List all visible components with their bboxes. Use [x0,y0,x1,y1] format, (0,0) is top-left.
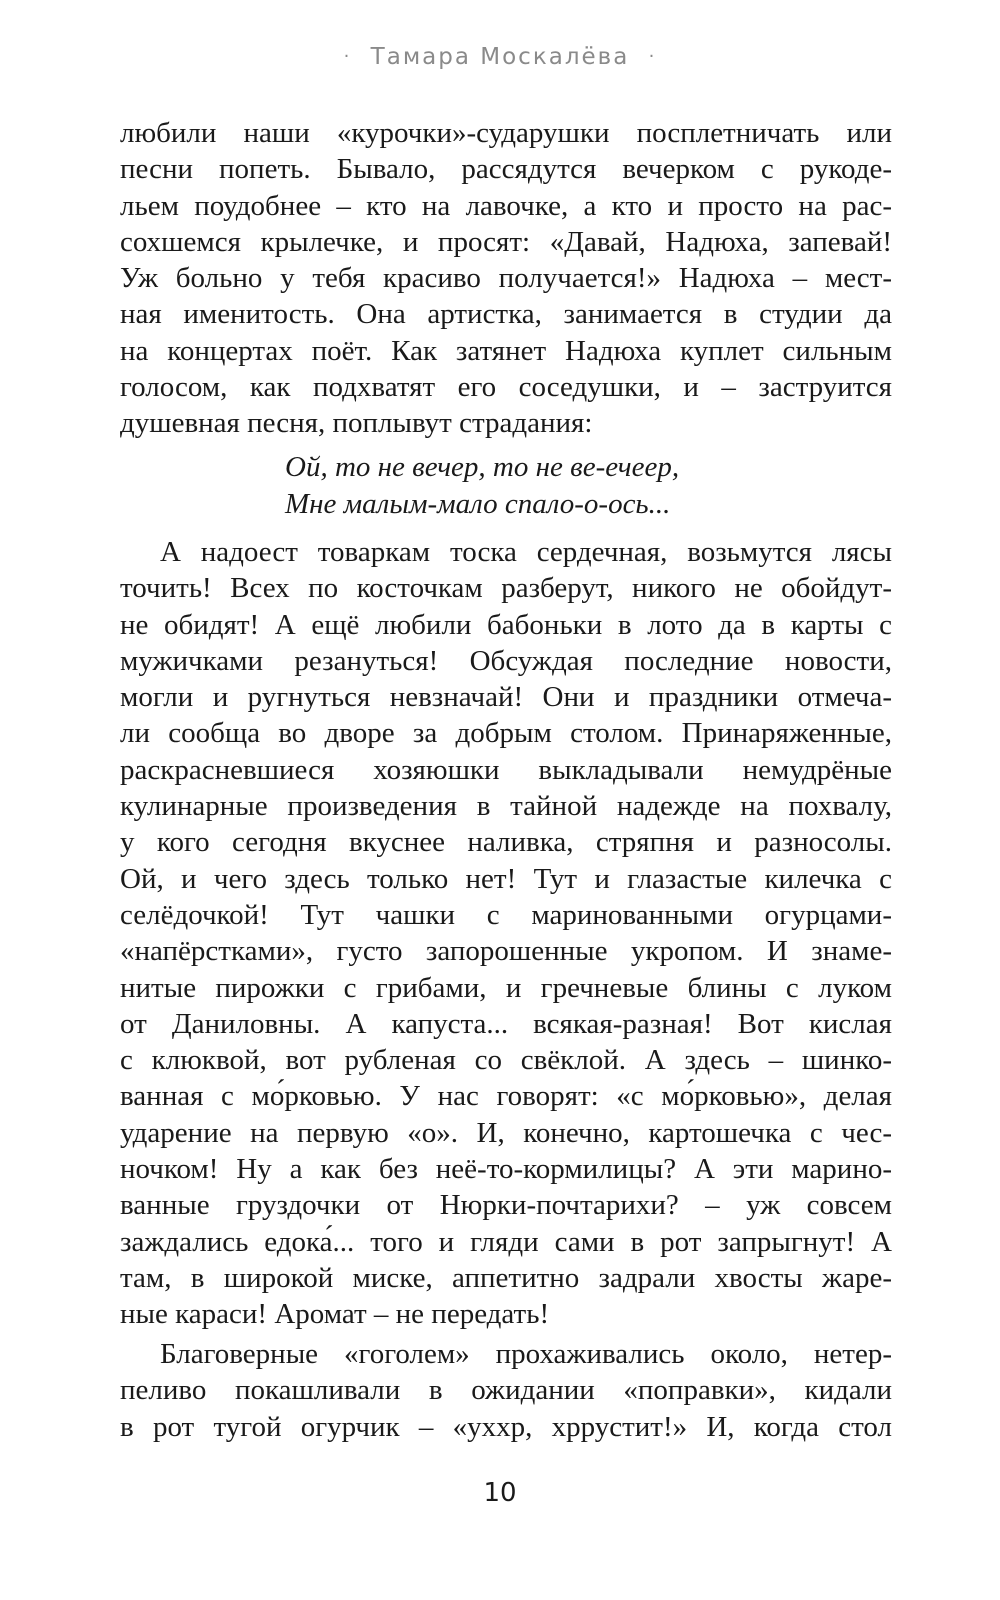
paragraph-1 [120,115,892,442]
text-line: голосом, как подхватят его соседушки, и – заструится [120,371,892,404]
ornament-left: · [343,46,352,67]
text-line: пеливо покашливали в ожидании «поправки», кидали [120,1374,892,1407]
song-verse [285,449,679,522]
page-number: 10 [483,1478,517,1508]
text-line: Благоверные «гоголем» прохаживались около, нетер- [160,1338,892,1370]
text-line: ночком! Ну а как без неё-то-кормилицы? А эти марино- [120,1153,892,1186]
text-line: А надоест товаркам тоска сердечная, возьмутся лясы [160,536,892,568]
text-line: Ой, и чего здесь только нет! Тут и глазастые килечка с [120,862,892,895]
verse-line: Ой, то не вечер, то не ве-ечеер, [285,451,680,483]
text-line: кулинарные произведения в тайной надежде на похвалу, [120,790,892,823]
running-head [0,44,1000,70]
paragraph-3 [120,1336,892,1445]
text-line: ванные груздочки от Нюрки-почтарихи? – уж совсем [120,1189,892,1222]
text-line: льем поудобнее – кто на лавочке, а кто и просто на рас- [120,189,892,222]
text-line: ная именитость. Она артистка, занимается в студии да [120,298,892,331]
author-name: Тамара Москалёва [370,44,630,70]
text-line: песни попеть. Бывало, рассядутся вечерком с рукоде- [120,153,892,186]
text-line: «напёрстками», густо запорошенные укропом. И знаме- [120,935,892,968]
text-line: на концертах поёт. Как затянет Надюха куплет сильным [120,334,892,367]
text-line: ли сообща во дворе за добрым столом. Принаряженные, [120,717,892,750]
text-line: мужичками резануться! Обсуждая последние новости, [120,644,892,677]
text-line: с клюквой, вот рубленая со свёклой. А здесь – шинко- [120,1044,892,1077]
text-line: могли и ругнуться невзначай! Они и праздники отмеча- [120,681,892,714]
text-line: любили наши «курочки»-сударушки посплетничать или [120,117,892,149]
text-line: сохшемся крылечке, и просят: «Давай, Надюха, запевай! [120,225,892,258]
text-line: раскрасневшиеся хозяюшки выкладывали немудрёные [120,753,892,786]
verse-line: Мне малым-мало спало-о-ось... [285,487,671,520]
text-line: заждались едока́... того и гляди сами в рот запрыгнут! А [120,1225,892,1258]
text-line: ванная с мо́рковью. У нас говорят: «с мо́рковью», делая [120,1080,892,1113]
text-line: не обидят! А ещё любили бабоньки в лото да в карты с [120,608,892,641]
text-line: нитые пирожки с грибами, и гречневые блины с луком [120,971,892,1004]
paragraph-2 [120,534,892,1333]
text-line: селёдочкой! Тут чашки с маринованными огурцами- [120,898,892,931]
text-line: ударение на первую «о». И, конечно, картошечка с чес- [120,1116,892,1149]
text-line: Уж больно у тебя красиво получается!» Надюха – мест- [120,262,892,295]
text-line: ные караси! Аромат – не передать! [120,1298,550,1331]
text-line: душевная песня, поплывут страдания: [120,407,593,440]
text-line: от Даниловны. А капуста... всякая-разная! Вот кислая [120,1007,892,1040]
text-line: в рот тугой огурчик – «уххр, хррустит!» И, когда стол [120,1410,892,1443]
text-line: точить! Всех по косточкам разберут, никого не обойдут- [120,572,892,605]
ornament-right: · [648,46,657,67]
text-line: у кого сегодня вкуснее наливка, стряпня и разносолы. [120,826,892,859]
text-line: там, в широкой миске, аппетитно задрали хвосты жаре- [120,1261,892,1294]
